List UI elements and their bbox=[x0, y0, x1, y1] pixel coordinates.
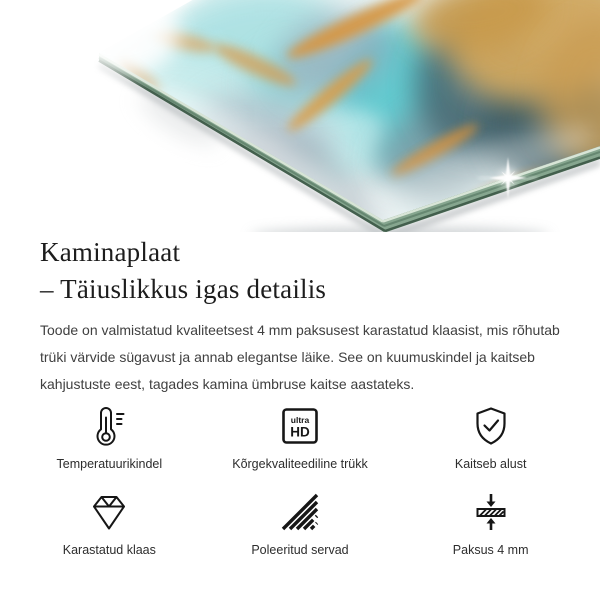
page-title-line1: Kaminaplaat bbox=[40, 237, 181, 267]
feature-grid bbox=[0, 404, 600, 558]
thermometer-icon bbox=[87, 404, 131, 448]
feature-label: Temperatuurikindel bbox=[56, 457, 163, 471]
page-title-line2: – Täiuslikkus igas detailis bbox=[40, 274, 327, 304]
feature-label: Poleeritud servad bbox=[251, 543, 349, 557]
svg-text:HD: HD bbox=[290, 424, 310, 440]
product-description: Toode on valmistatud kvaliteetsest 4 mm paksusest karastatud klaasist, mis rõhutab trüki värvide sügavust ja annab elegantse läike. See on kuumuskindel ja kaitseb kahjustuste eest, tagades kamina ümbruse kaitse aastateks. bbox=[40, 322, 560, 392]
feature-label: Kõrgekvaliteediline trükk bbox=[232, 457, 368, 471]
page-title bbox=[40, 234, 572, 308]
feature-thickness bbox=[395, 490, 586, 558]
diamond-icon bbox=[87, 490, 131, 534]
svg-text:ultra: ultra bbox=[290, 415, 310, 425]
product-image bbox=[0, 0, 600, 232]
shield-check-icon bbox=[469, 404, 513, 448]
feature-label: Kaitseb alust bbox=[454, 457, 527, 471]
feature-print-quality bbox=[205, 404, 396, 472]
feature-protects-base bbox=[395, 404, 586, 472]
feature-tempered-glass bbox=[14, 490, 205, 558]
feature-temperature bbox=[14, 404, 205, 472]
feature-label: Karastatud klaas bbox=[62, 543, 156, 557]
thickness-icon bbox=[469, 490, 513, 534]
polished-edges-icon bbox=[278, 490, 322, 534]
feature-label: Paksus 4 mm bbox=[452, 543, 529, 557]
feature-polished-edges bbox=[205, 490, 396, 558]
ultra-hd-icon bbox=[278, 404, 322, 448]
glass-panel-art bbox=[0, 0, 600, 232]
